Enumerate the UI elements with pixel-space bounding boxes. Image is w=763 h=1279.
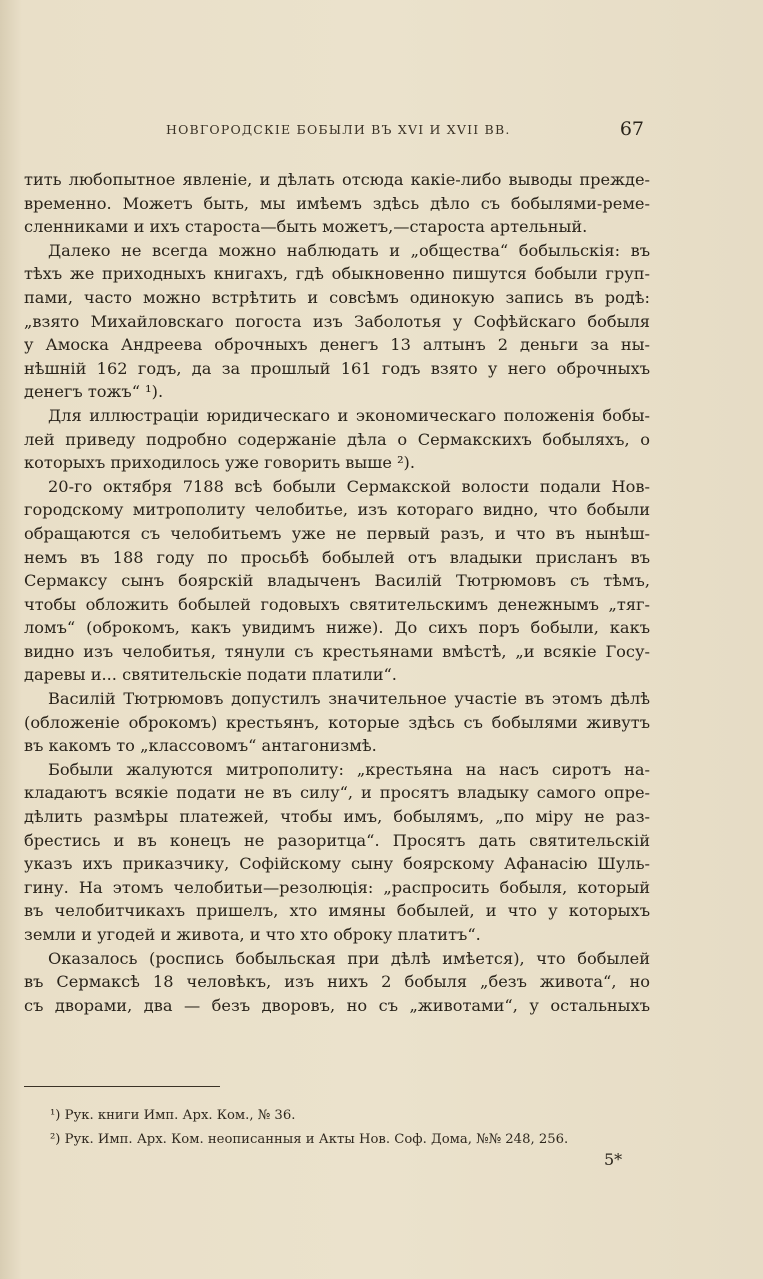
text-line: „взято Михайловскаго погоста изъ Заболотья у Софѣйскаго бобыля <box>24 311 650 331</box>
text-line: городскому митрополиту челобитье, изъ котораго видно, что бобыли <box>24 500 650 520</box>
text-line: указъ ихъ приказчику, Софійскому сыну боярскому Афанасію Шуль- <box>24 854 650 874</box>
running-head: НОВГОРОДСКІЕ БОБЫЛИ ВЪ XVI И XVII ВВ. <box>166 122 511 137</box>
text-line: въ Сермаксѣ 18 человѣкъ, изъ нихъ 2 бобыля „безъ живота“, но <box>24 972 650 992</box>
text-line: 20-го октября 7188 всѣ бобыли Сермакской волости подали Нов- <box>48 476 650 496</box>
text-line: тить любопытное явленіе, и дѣлать отсюда какіе-либо выводы преждe- <box>24 170 650 189</box>
text-line: Оказалось (роспись бобыльская при дѣлѣ имѣется), что бобылей <box>48 948 650 968</box>
text-line: пами, часто можно встрѣтить и совсѣмъ одинокую запись въ родѣ: <box>24 287 650 307</box>
text-line: денегъ тожъ“ ¹). <box>24 382 164 402</box>
text-line: обращаются съ челобитьемъ уже не первый разъ, и что въ нынѣш- <box>24 523 650 543</box>
text-line: брестись и въ конецъ не разоритца“. Просятъ дать святительскій <box>24 830 650 850</box>
text-line: даревы и... святительскіе подати платили“. <box>24 665 397 685</box>
text-line: Сермаксу сынъ боярскій владыченъ Василій Тютрюмовъ съ тѣмъ, <box>24 571 650 591</box>
footnotes <box>50 1104 650 1152</box>
page-header <box>24 118 650 144</box>
text-line: Для иллюстраціи юридическаго и экономическаго положенія бобы- <box>48 405 650 425</box>
page-number: 67 <box>619 118 644 140</box>
text-line: въ какомъ то „классовомъ“ антагонизмѣ. <box>24 736 377 756</box>
text-line: лей приведу подробно содержаніе дѣла о Сермакскихъ бобыляхъ, о <box>24 429 650 449</box>
printer-signature-mark: 5* <box>604 1150 623 1169</box>
text-line: сленниками и ихъ староста—быть можетъ,—староста артельный. <box>24 217 588 237</box>
text-line: земли и угодей и живота, и что хто оброку платитъ“. <box>24 925 481 944</box>
text-line: Далеко не всегда можно наблюдать и „общества“ бобыльскія: въ <box>48 240 650 260</box>
text-line: Бобыли жалуются митрополиту: „крестьяна на насъ сиротъ на- <box>48 759 650 779</box>
text-line: гину. На этомъ челобитьи—резолюція: „распросить бобыля, который <box>24 877 650 897</box>
body-text <box>24 168 650 1017</box>
text-line: временно. Можетъ быть, мы имѣемъ здѣсь дѣло съ бобылями-реме- <box>24 193 650 213</box>
text-line: Василій Тютрюмовъ допустилъ значительное участіе въ этомъ дѣлѣ <box>48 689 650 709</box>
text-line: у Амоска Андреева оброчныхъ денегъ 13 алтынъ 2 деньги за ны- <box>24 335 650 355</box>
text-line: дѣлить размѣры платежей, чтобы имъ, бобылямъ, „по міру не раз- <box>24 807 650 827</box>
text-line: тѣхъ же приходныхъ книгахъ, гдѣ обыкновенно пишутся бобыли груп- <box>24 264 650 284</box>
text-line: кладаютъ всякіе подати не въ силу“, и просятъ владыку самого опре- <box>24 783 650 803</box>
text-line: нѣшній 162 годъ, да за прошлый 161 годъ взято у него оброчныхъ <box>24 358 650 378</box>
footnote: ¹) Рук. книги Имп. Арх. Ком., № 36. <box>50 1108 296 1123</box>
text-line: чтобы обложить бобылей годовыхъ святительскимъ денежнымъ „тяг- <box>24 594 650 614</box>
footnote-divider <box>24 1086 220 1087</box>
text-line: (обложеніе оброкомъ) крестьянъ, которые здѣсь съ бобылями живутъ <box>24 712 650 732</box>
text-line: съ дворами, два — безъ дворовъ, но съ „животами“, у остальныхъ <box>24 995 650 1015</box>
text-line: немъ въ 188 году по просьбѣ бобылей отъ владыки присланъ въ <box>24 547 650 567</box>
text-line: ломъ“ (оброкомъ, какъ увидимъ ниже). До сихъ поръ бобыли, какъ <box>24 618 650 638</box>
footnote: ²) Рук. Имп. Арх. Ком. неописанныя и Акты Нов. Соф. Дома, №№ 248, 256. <box>50 1132 569 1147</box>
text-line: въ челобитчикахъ пришелъ, хто имяны бобылей, и что у которыхъ <box>24 901 650 921</box>
text-line: видно изъ челобитья, тянули съ крестьянами вмѣстѣ, „и всякіе Госу- <box>24 641 650 661</box>
text-line: которыхъ приходилось уже говорить выше ²). <box>24 453 416 473</box>
